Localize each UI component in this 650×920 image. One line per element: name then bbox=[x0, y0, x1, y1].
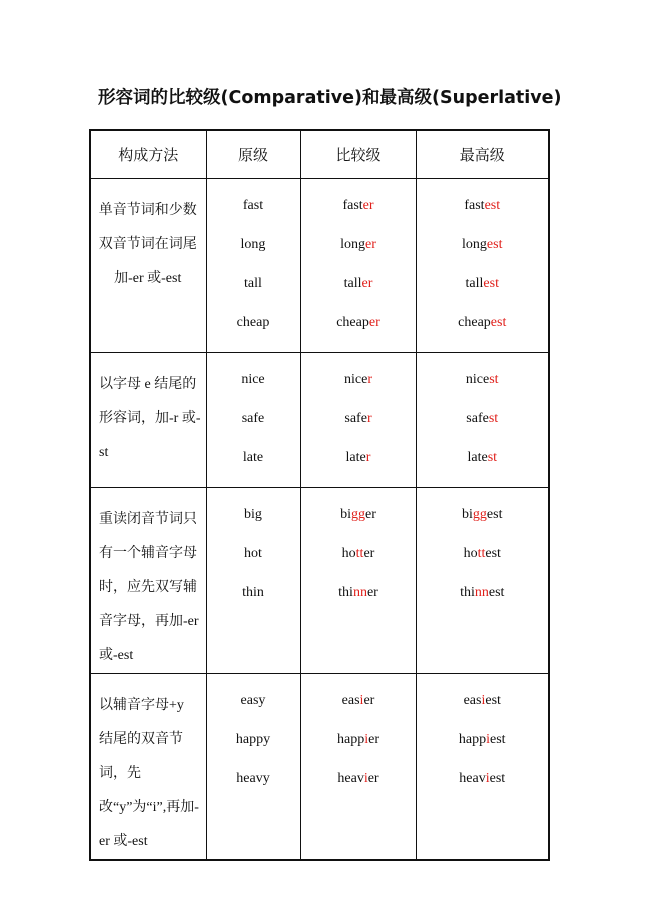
base-word: long bbox=[240, 237, 266, 252]
base-cell bbox=[206, 179, 300, 353]
word-suffix: tt bbox=[477, 546, 486, 561]
base-word: happy bbox=[235, 732, 271, 747]
superlative-word bbox=[417, 691, 549, 730]
base-cell bbox=[206, 353, 300, 488]
table-row bbox=[90, 353, 549, 488]
superlative-word bbox=[417, 313, 549, 352]
header-base: 原级 bbox=[206, 130, 300, 179]
word-stem: fast bbox=[342, 198, 363, 213]
word-stem: cheap bbox=[458, 315, 491, 330]
comparative-cell bbox=[300, 353, 416, 488]
word-stem: fast bbox=[464, 198, 485, 213]
word-stem: long bbox=[462, 237, 487, 252]
superlative-word bbox=[417, 370, 549, 409]
word-stem: eas bbox=[341, 693, 360, 708]
word-suffix: i bbox=[363, 771, 368, 786]
superlative-cell bbox=[416, 674, 549, 861]
word-suffix: er bbox=[361, 276, 373, 291]
comparative-word bbox=[301, 370, 416, 409]
comparative-word bbox=[301, 448, 416, 487]
comparative-word bbox=[301, 691, 416, 730]
base-word: nice bbox=[241, 372, 265, 387]
word-tail: est bbox=[485, 546, 501, 561]
method-cell: 重读闭音节词只有一个辅音字母时，应先双写辅音字母，再加-er 或-est bbox=[90, 488, 206, 674]
word-suffix: i bbox=[364, 732, 369, 747]
word-tail: est bbox=[485, 693, 501, 708]
word-stem: late bbox=[345, 450, 366, 465]
table-row bbox=[90, 674, 549, 861]
word-stem: heav bbox=[337, 771, 364, 786]
base-word: tall bbox=[244, 276, 262, 291]
base-word: easy bbox=[240, 693, 266, 708]
comparative-word bbox=[301, 196, 416, 235]
comparative-word bbox=[301, 544, 416, 583]
word-tail: est bbox=[490, 732, 506, 747]
word-suffix: nn bbox=[352, 585, 367, 600]
method-cell: 单音节词和少数双音节词在词尾加-er 或-est bbox=[90, 179, 206, 353]
comparative-word bbox=[301, 505, 416, 544]
word-stem: bi bbox=[340, 507, 351, 522]
word-suffix: er bbox=[362, 198, 374, 213]
word-suffix: nn bbox=[474, 585, 489, 600]
comparative-word bbox=[301, 769, 416, 808]
word-suffix: i bbox=[359, 693, 364, 708]
word-stem: heav bbox=[459, 771, 486, 786]
superlative-word bbox=[417, 274, 549, 313]
word-tail: er bbox=[363, 693, 375, 708]
word-stem: safe bbox=[466, 411, 489, 426]
base-cell bbox=[206, 674, 300, 861]
word-suffix: gg bbox=[351, 507, 365, 522]
word-suffix: est bbox=[484, 198, 501, 213]
word-suffix: r bbox=[366, 411, 372, 426]
word-stem: tall bbox=[465, 276, 484, 291]
word-stem: nice bbox=[344, 372, 368, 387]
superlative-word bbox=[417, 196, 549, 235]
base-cell bbox=[206, 488, 300, 674]
method-cell: 以字母 e 结尾的形容词，加-r 或-st bbox=[90, 353, 206, 488]
comparative-word bbox=[301, 583, 416, 622]
word-stem: cheap bbox=[336, 315, 369, 330]
word-stem: ho bbox=[341, 546, 356, 561]
word-tail: er bbox=[366, 585, 378, 600]
word-stem: safe bbox=[344, 411, 367, 426]
header-comparative: 比较级 bbox=[300, 130, 416, 179]
superlative-word bbox=[417, 448, 549, 487]
word-suffix: est bbox=[486, 237, 503, 252]
word-suffix: er bbox=[368, 315, 380, 330]
word-stem: tall bbox=[343, 276, 362, 291]
superlative-word bbox=[417, 544, 549, 583]
word-stem: eas bbox=[463, 693, 482, 708]
word-suffix: i bbox=[481, 693, 486, 708]
word-tail: est bbox=[486, 507, 503, 522]
superlative-cell bbox=[416, 353, 549, 488]
word-suffix: est bbox=[483, 276, 499, 291]
base-word: big bbox=[244, 507, 262, 522]
word-stem: late bbox=[467, 450, 488, 465]
comparative-cell bbox=[300, 488, 416, 674]
word-suffix: tt bbox=[355, 546, 364, 561]
base-word: late bbox=[242, 450, 264, 465]
superlative-word bbox=[417, 409, 549, 448]
word-suffix: i bbox=[485, 771, 490, 786]
word-tail: er bbox=[363, 546, 375, 561]
word-tail: er bbox=[368, 732, 379, 747]
page-title: 形容词的比较级(Comparative)和最高级(Superlative) bbox=[98, 88, 562, 108]
base-word: safe bbox=[241, 411, 265, 426]
comparison-table bbox=[89, 129, 550, 861]
method-cell: 以辅音字母+y 结尾的双音节词，先改“y”为“i”,再加-er 或-est bbox=[90, 674, 206, 861]
comparative-word bbox=[301, 235, 416, 274]
comparative-cell bbox=[300, 179, 416, 353]
word-stem: happ bbox=[337, 732, 365, 747]
table-row bbox=[90, 179, 549, 353]
base-word: cheap bbox=[236, 315, 270, 330]
word-suffix: st bbox=[488, 411, 499, 426]
word-tail: er bbox=[365, 507, 376, 522]
header-row bbox=[90, 130, 549, 179]
superlative-word bbox=[417, 730, 549, 769]
superlative-cell bbox=[416, 488, 549, 674]
word-suffix: est bbox=[490, 315, 507, 330]
superlative-word bbox=[417, 505, 549, 544]
comparative-word bbox=[301, 730, 416, 769]
superlative-cell bbox=[416, 179, 549, 353]
table-row bbox=[90, 488, 549, 674]
word-stem: long bbox=[340, 237, 365, 252]
word-suffix: st bbox=[489, 372, 499, 387]
comparative-cell bbox=[300, 674, 416, 861]
base-word: heavy bbox=[236, 771, 270, 786]
word-stem: happ bbox=[458, 732, 487, 747]
superlative-word bbox=[417, 583, 549, 622]
word-stem: ho bbox=[463, 546, 478, 561]
superlative-word bbox=[417, 769, 549, 808]
word-suffix: r bbox=[367, 372, 372, 387]
word-stem: thi bbox=[460, 585, 475, 600]
comparative-word bbox=[301, 274, 416, 313]
header-superlative: 最高级 bbox=[416, 130, 549, 179]
comparative-word bbox=[301, 313, 416, 352]
comparative-word bbox=[301, 409, 416, 448]
base-word: hot bbox=[244, 546, 262, 561]
word-tail: est bbox=[488, 585, 505, 600]
word-stem: thi bbox=[338, 585, 353, 600]
superlative-word bbox=[417, 235, 549, 274]
base-word: fast bbox=[242, 198, 264, 213]
word-tail: er bbox=[367, 771, 379, 786]
header-method: 构成方法 bbox=[90, 130, 206, 179]
word-tail: est bbox=[489, 771, 506, 786]
word-suffix: gg bbox=[472, 507, 487, 522]
word-suffix: i bbox=[486, 732, 491, 747]
word-suffix: st bbox=[487, 450, 498, 465]
word-stem: nice bbox=[465, 372, 490, 387]
word-suffix: r bbox=[365, 450, 371, 465]
word-stem: bi bbox=[462, 507, 473, 522]
base-word: thin bbox=[242, 585, 264, 600]
word-suffix: er bbox=[365, 237, 376, 252]
